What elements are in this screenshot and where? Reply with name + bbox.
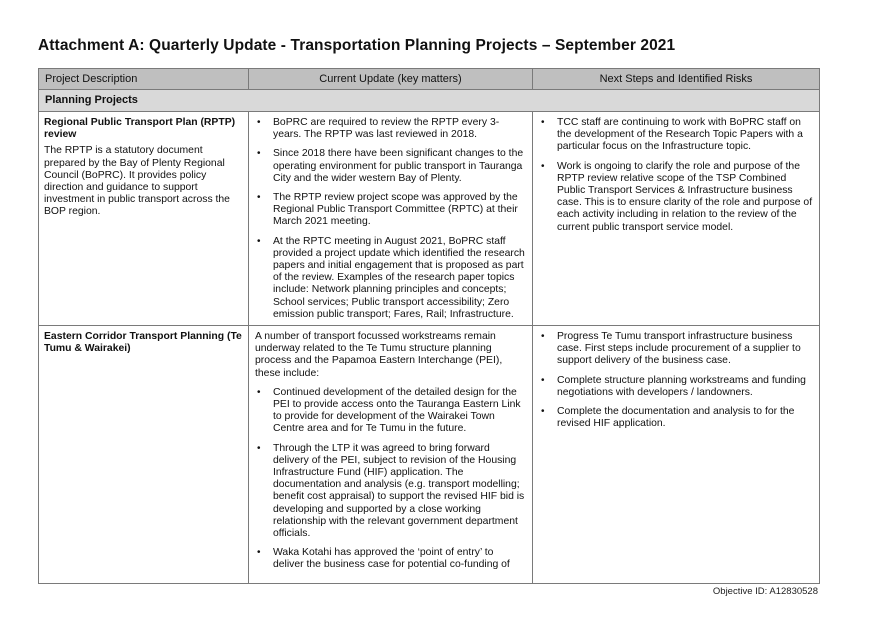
header-row [39,69,820,90]
next-steps-cell [533,112,820,326]
list-item: • Complete the documentation and analysis to for the revised HIF application. [539,406,813,430]
list-item: • Continued development of the detailed design for the PEI to provide access onto the Tauranga Eastern Link to provide for development of the Wairakei Town Centre area and for Te Tumu in the future. [255,387,526,436]
table-row [39,326,820,584]
project-title: Regional Public Transport Plan (RPTP) review [44,117,236,141]
current-update-cell [249,326,533,584]
header-current-update: Current Update (key matters) [249,69,533,90]
header-project-description: Project Description [39,69,249,90]
update-list [255,387,526,572]
list-item: • Complete structure planning workstreams and funding negotiations with developers / landowners. [539,375,813,399]
list-item: • Through the LTP it was agreed to bring forward delivery of the PEI, subject to revision of the Housing Infrastructure Fund (HIF) application. The documentation and analysis (e.g. transport modelling; benefit cost appraisal) to support the revised HIF bid is developing and supported by a close working relationship with the relevant government department officials. [255,443,526,541]
current-update-cell [249,112,533,326]
list-item: • Work is ongoing to clarify the role and purpose of the RPTP review relative scope of the TSP Combined Public Transport Services & Infrastructure business case. This is to ensure clarity of the role and purpose of each activity including in relation to the review of the current public transport service model. [539,161,813,234]
list-item: • TCC staff are continuing to work with BoPRC staff on the development of the Research Topic Papers with a particular focus on the Infrastructure topic. [539,117,813,154]
list-item: • BoPRC are required to review the RPTP every 3-years. The RPTP was last reviewed in 2018. [255,117,526,141]
update-intro: A number of transport focussed workstreams remain underway related to the Te Tumu structure planning process and the Papamoa Eastern Interchange (PEI), these include: [255,331,503,379]
project-description-cell [39,326,249,584]
update-list [255,117,526,320]
table-row [39,112,820,326]
project-title: Eastern Corridor Transport Planning (Te Tumu & Wairakei) [44,331,242,355]
list-item: • Progress Te Tumu transport infrastructure business case. First steps include procurement of a supplier to support delivery of the business case. [539,331,813,368]
project-description-cell [39,112,249,326]
next-steps-cell [533,326,820,584]
list-item: • The RPTP review project scope was approved by the Regional Public Transport Committee (RPTC) at their March 2021 meeting. [255,192,526,229]
next-steps-list [539,117,813,234]
section-label: Planning Projects [39,90,820,112]
list-item: • Waka Kotahi has approved the ‘point of entry’ to deliver the business case for potential co-funding of [255,547,526,571]
list-item: • Since 2018 there have been significant changes to the operating environment for public transport in Tauranga City and the wider western Bay of Plenty. [255,148,526,185]
section-row [39,90,820,112]
projects-table [38,68,820,584]
next-steps-list [539,331,813,430]
list-item: • At the RPTC meeting in August 2021, BoPRC staff provided a project update which identified the research papers and initial engagement that is proposed as part of the review. Examples of the research paper topics include: Network planning principles and concepts; School services; Public transport accessibility; Zero emission public transport; Fares, Rail; Infrastructure. [255,236,526,320]
project-description: The RPTP is a statutory document prepared by the Bay of Plenty Regional Council (BoPRC). It provides policy direction and guidance to support investment in public transport across the BOP region. [44,145,230,218]
header-next-steps: Next Steps and Identified Risks [533,69,820,90]
document-title: Attachment A: Quarterly Update - Transportation Planning Projects – September 2021 [38,37,676,54]
objective-id: Objective ID: A12830528 [712,586,818,597]
